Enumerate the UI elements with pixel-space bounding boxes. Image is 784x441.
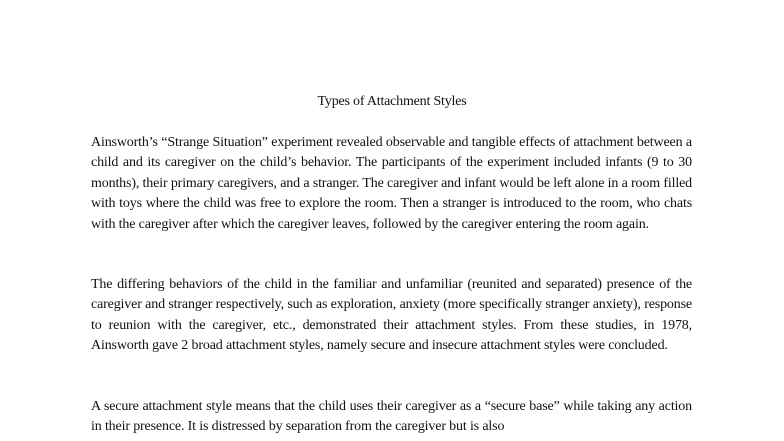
paragraph-secure-attachment: A secure attachment style means that the child uses their caregiver as a “secure base” while taking any action in their presence. It is distressed by separation from the caregiver but is also <box>91 399 692 435</box>
paragraph-differing-behaviors: The differing behaviors of the child in the familiar and unfamiliar (reunited and separated) presence of the caregiver and stranger respectively, such as exploration, anxiety (more specifically stranger anxiety), response to reunion with the caregiver, etc., demonstrated their attachment styles. From these studies, in 1978, Ainsworth gave 2 broad attachment styles, namely secure and insecure attachment styles were concluded. <box>91 277 692 354</box>
paragraph-strange-situation: Ainsworth’s “Strange Situation” experiment revealed observable and tangible effects of attachment between a child and its caregiver on the child’s behavior. The participants of the experiment included infants (9 to 30 months), their primary caregivers, and a stranger. The caregiver and infant would be left alone in a room filled with toys where the child was free to explore the room. Then a stranger is introduced to the room, who chats with the caregiver after which the caregiver leaves, followed by the caregiver entering the room again. <box>91 135 692 232</box>
document-title: Types of Attachment Styles <box>317 94 467 109</box>
